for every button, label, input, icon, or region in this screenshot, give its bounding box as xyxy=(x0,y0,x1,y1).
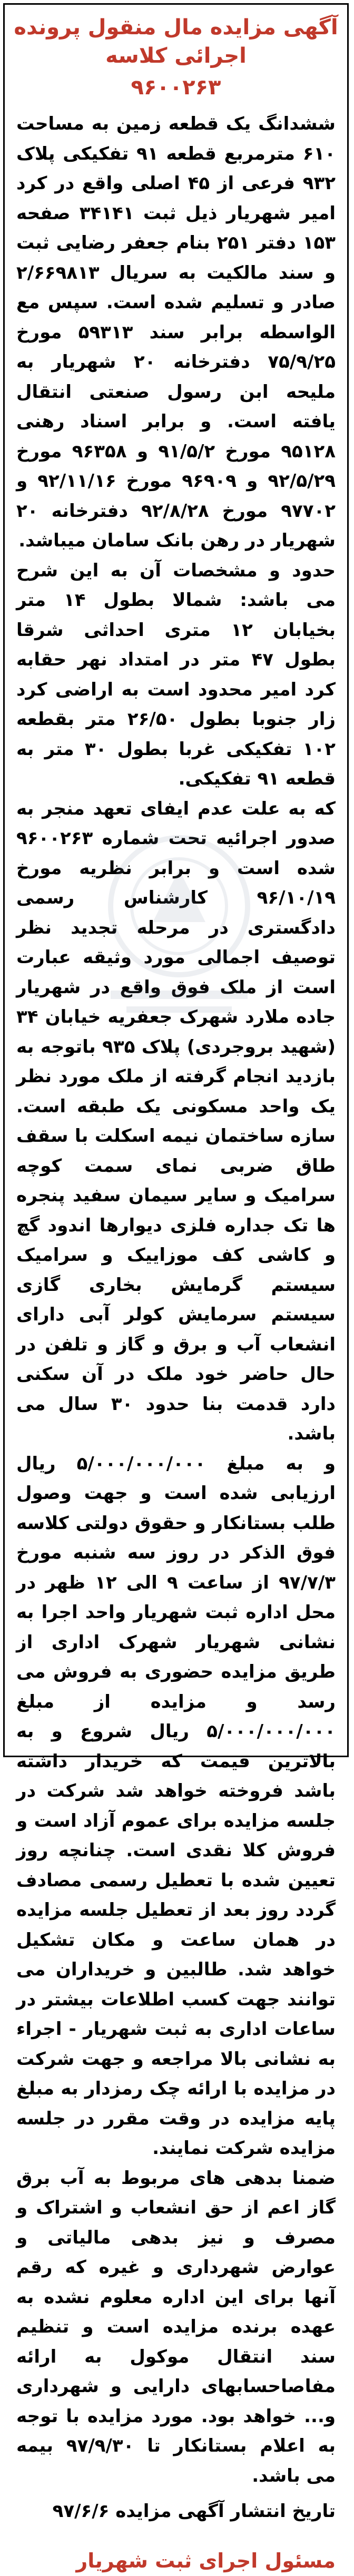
publish-date: تاریخ انتشار آگهی مزایده ۹۷/۶/۶ xyxy=(52,2501,336,2522)
file-number: ۹۶۰۰۲۶۳ xyxy=(131,75,221,100)
paragraph-boundaries: حدود و مشخصات آن به این شرح می باشد: شمالا بطول ۱۴ متر بخیابان ۱۲ متری احداثی شرقا بطول ۴۷ متر در امتداد نهر حقابه کرد امیر محدود است به اراضی کرد زار جنوبا بطول ۲۶/۵۰ متر بقطعه ۱۰۲ تفکیکی غربا بطول ۳۰ متر به قطعه ۹۱ تفکیکی. xyxy=(16,560,336,789)
ad-frame xyxy=(3,3,349,2572)
paragraph-auction-terms: و به مبلغ ۵/۰۰۰/۰۰۰/۰۰۰ ریال ارزیابی شده است و جهت وصول طلب بستانکار و حقوق دولتی کلاسه فوق الذکر در روز سه شنبه مورخ ۹۷/۷/۳ از ساعت ۹ الی ۱۲ ظهر در محل اداره ثبت شهریار واحد اجرا به نشانی شهریار شهرک اداری از طریق مزایده حضوری به فروش می رسد و مزایده از مبلغ ۵/۰۰۰/۰۰۰/۰۰۰ ریال شروع و به بالاترین قیمت که خریدار داشته باشد فروخته خواهد شد شرکت در جلسه مزایده برای عموم آزاد است و فروش کلا نقدی است. چنانچه روز تعیین شده با تعطیل رسمی مصادف گردد روز بعد از تعطیل جلسه مزایده در همان ساعت و مکان تشکیل خواهد شد. طالبین و خریداران می توانند جهت کسب اطلاعات بیشتر در ساعات اداری به ثبت شهریار - اجراء به نشانی بالا مراجعه و جهت شرکت در مزایده با ارائه چک رمزدار به مبلغ پایه مزایده در وقت مقرر در جلسه مزایده شرکت نمایند. xyxy=(16,1453,336,2159)
paragraph-property-description: ششدانگ یک قطعه زمین به مساحت ۶۱۰ مترمربع قطعه ۹۱ تفکیکی پلاک ۹۳۲ فرعی از ۴۵ اصلی واقع در کرد امیر شهریار ذیل ثبت ۳۴۱۴۱ صفحه ۱۵۳ دفتر ۲۵۱ بنام جعفر رضایی ثبت و سند مالکیت به سریال ۲/۶۶۹۸۱۳ صادر و تسلیم شده است. سپس مع الواسطه برابر سند ۵۹۳۱۳ مورخ ۷۵/۹/۲۵ دفترخانه ۲۰ شهریار به ملیحه ابن رسول صنعتی انتقال یافته است. و برابر اسناد رهنی ۹۵۱۲۸ مورخ ۹۱/۵/۲ و ۹۶۳۵۸ مورخ ۹۲/۵/۲۹ و ۹۶۹۰۹ مورخ ۹۲/۱۱/۱۶ و ۹۷۷۰۲ مورخ ۹۲/۸/۲۸ دفترخانه ۲۰ شهریار در رهن بانک سامان میباشد. xyxy=(16,113,336,551)
paragraph-expert-opinion: که به علت عدم ایفای تعهد منجر به صدور اجرائیه تحت شماره ۹۶۰۰۲۶۳ شده است و برابر نظریه مورخ ۹۶/۱۰/۱۹ کارشناس رسمی دادگستری در مرحله تجدید نظر توصیف اجمالی مورد وثیقه عبارت است از ملک فوق واقع در شهریار جاده ملارد شهرک جعفریه خیابان ۳۴ (شهید بروجردی) پلاک ۹۳۵ باتوجه به بازدید انجام گرفته از ملک مورد نظر یک واحد مسکونی یک طبقه است. سازه ساختمان نیمه اسکلت با سقف طاق ضربی نمای سمت کوچه سرامیک و سایر سیمان سفید پنجره ها تک جداره فلزی دیوارها اندود گچ و کاشی کف موزاییک و سرامیک سیستم گرمایش بخاری گازی سیستم سرمایش کولر آبی دارای انشعاب آب و برق و گاز و تلفن در حال حاضر خود ملک در آن سکنی دارد قدمت بنا حدود ۳۰ سال می باشد. xyxy=(16,798,336,1444)
ad-body xyxy=(5,102,347,2491)
ad-footer xyxy=(5,2491,347,2576)
signature: مسئول اجرای ثبت شهریار xyxy=(76,2549,336,2572)
paragraph-liabilities: ضمنا بدهی های مربوط به آب برق گاز اعم از حق انشعاب و اشتراک و مصرف و نیز بدهی مالیاتی و عوارض شهرداری و غیره که رقم آنها برای این اداره معلوم نشده به عهده برنده مزایده است و تنظیم سند انتقال موکول به ارائه مفاصاحسابهای دارایی و شهرداری و... خواهد بود. مورد مزایده با توجه به اعلام بستانکار تا ۹۷/۹/۳۰ بیمه می باشد. xyxy=(16,2167,336,2486)
ad-header xyxy=(5,5,347,102)
ad-title: آگهی مزایده مال منقول پرونده اجرائی کلاسه xyxy=(14,15,338,68)
